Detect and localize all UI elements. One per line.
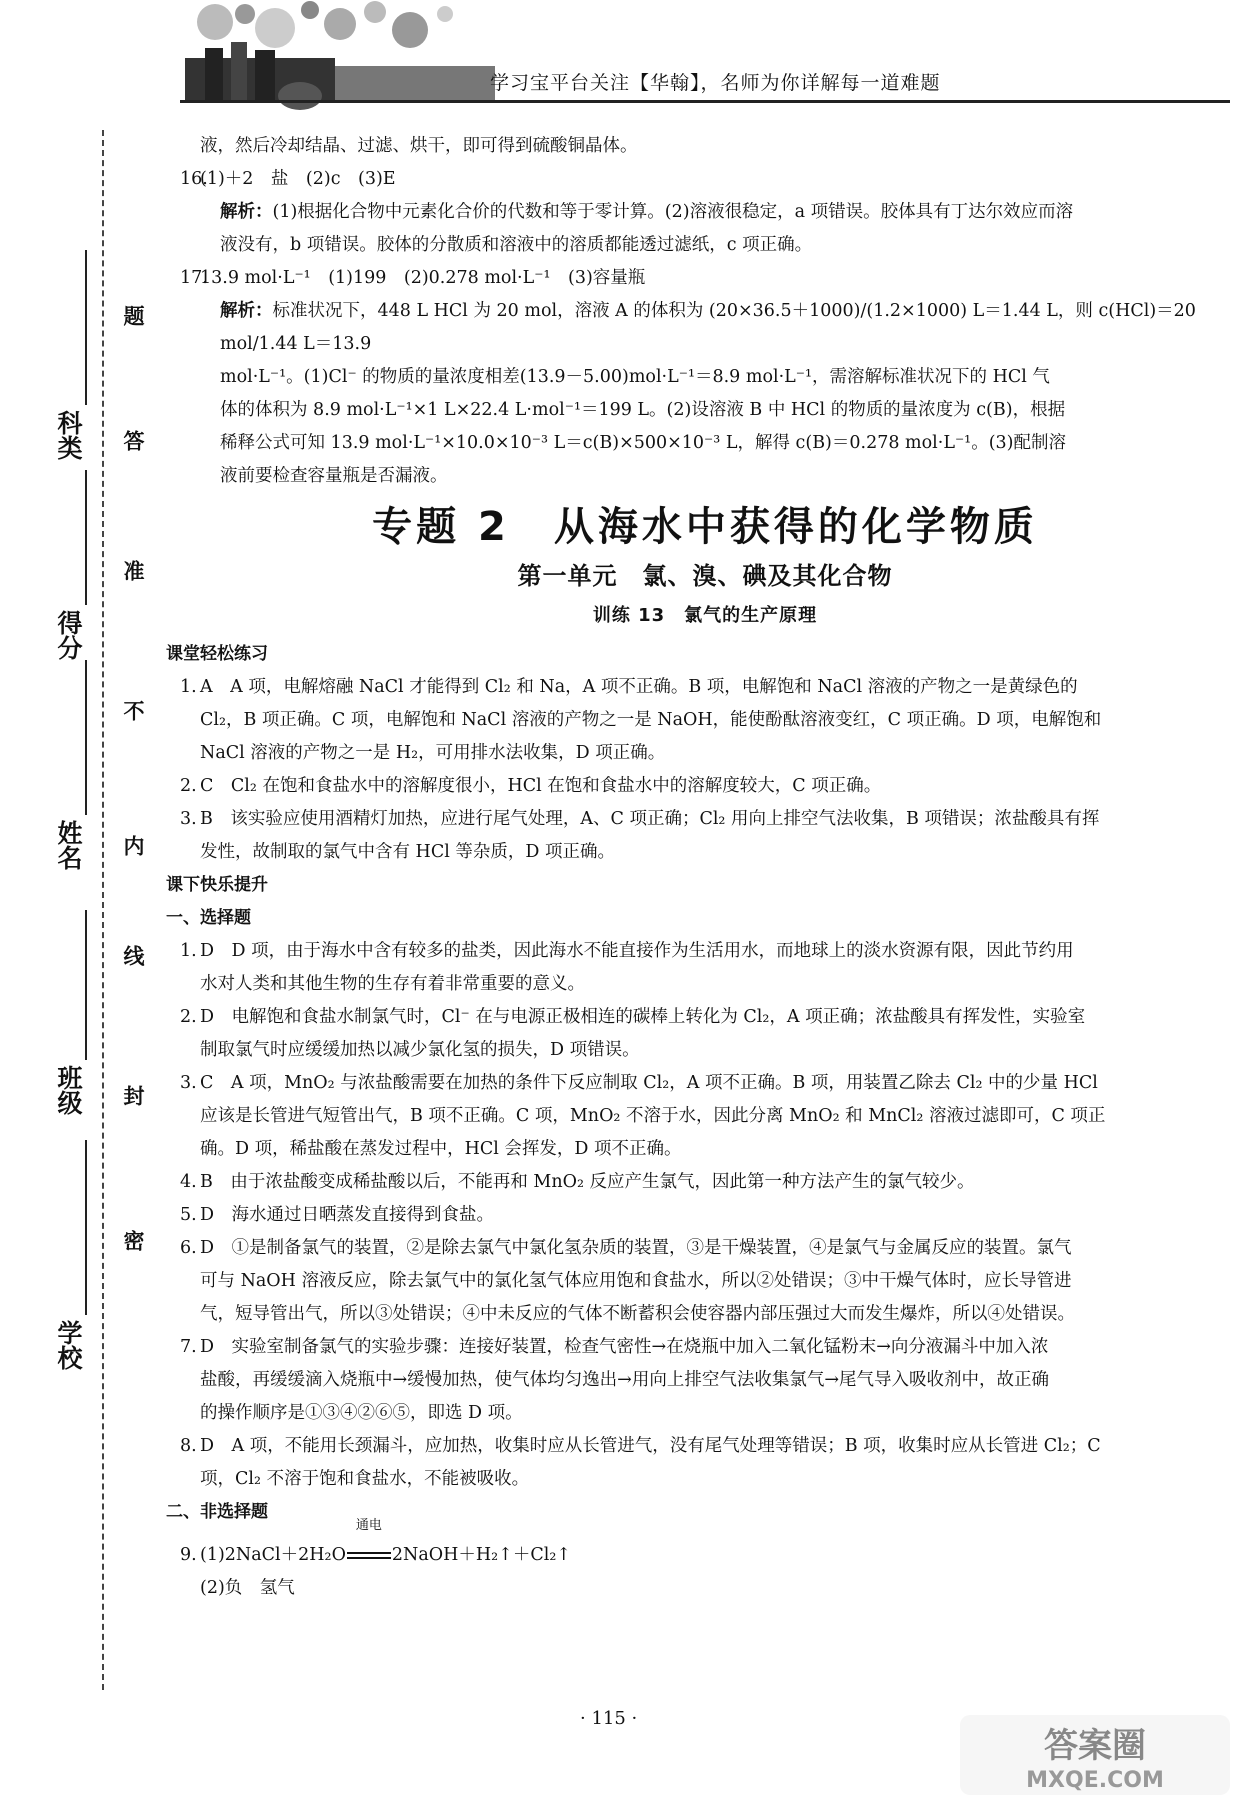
class-line — [85, 910, 87, 1060]
seal-char-mi: 密 — [121, 1230, 145, 1251]
seal-char-feng: 封 — [121, 1085, 145, 1106]
item-number: 2. — [180, 776, 197, 796]
analysis-text: 标准状况下，448 L HCl 为 20 mol，溶液 A 的体积为 (20×36.5＋1000)/(1.2×1000) L＝1.44 L，则 c(HCl)＝20 mol/1.44 L＝13.9 — [220, 301, 1196, 354]
school-line — [85, 1140, 87, 1315]
reaction-condition: 通电 — [355, 1518, 382, 1533]
choice-list — [180, 935, 1230, 1496]
item-text: 项，Cl₂ 不溶于饱和食盐水，不能被吸收。 — [200, 1469, 530, 1489]
item-number: 7. — [180, 1337, 197, 1357]
item-number: 2. — [180, 1007, 197, 1027]
item-text: 的操作顺序是①③④②⑥⑤，即选 D 项。 — [200, 1403, 523, 1423]
item-answer: (1)＋2 盐 (2)c (3)E — [200, 169, 396, 189]
seal-char-ti: 题 — [121, 305, 145, 326]
binding-margin — [0, 130, 160, 1690]
item-text: B 由于浓盐酸变成稀盐酸以后，不能再和 MnO₂ 反应产生氯气，因此第一种方法产生的氯气较少。 — [200, 1172, 975, 1192]
item-text: C Cl₂ 在饱和食盐水中的溶解度很小，HCl 在饱和食盐水中的溶解度较大，C 项正确。 — [200, 776, 882, 796]
header-slogan: 学习宝平台关注【华翰】，名师为你详解每一道难题 — [490, 72, 941, 94]
answer-item — [180, 671, 1230, 770]
answer-item — [180, 1331, 1230, 1430]
analysis-text: 稀释公式可知 13.9 mol·L⁻¹×10.0×10⁻³ L＝c(B)×500×10⁻³ L，解得 c(B)＝0.278 mol·L⁻¹。(3)配制溶 — [220, 433, 1066, 453]
section-heading-classroom: 课堂轻松练习 — [166, 644, 268, 664]
item-text: D 海水通过日晒蒸发直接得到食盐。 — [200, 1205, 495, 1225]
analysis-label: 解析： — [220, 202, 273, 222]
answer-item — [180, 1430, 1230, 1496]
equation — [200, 1518, 1230, 1572]
watermark-logo — [960, 1715, 1230, 1795]
name-label: 姓名 — [54, 820, 83, 870]
analysis-text: mol·L⁻¹。(1)Cl⁻ 的物质的量浓度相差(13.9－5.00)mol·L⁻¹＝8.9 mol·L⁻¹，需溶解标准状况下的 HCl 气 — [220, 367, 1050, 387]
item-text: NaCl 溶液的产物之一是 H₂，可用排水法收集，D 项正确。 — [200, 743, 666, 763]
answer-item-17 — [180, 262, 1230, 493]
item-text: 盐酸，再缓缓滴入烧瓶中→缓慢加热，使气体均匀逸出→用向上排空气法收集氯气→尾气导入吸收剂中，故正确 — [200, 1370, 1049, 1390]
item-number: 3. — [180, 809, 197, 829]
item-text: C A 项，MnO₂ 与浓盐酸需要在加热的条件下反应制取 Cl₂，A 项不正确。B 项，用装置乙除去 Cl₂ 中的少量 HCl — [200, 1073, 1098, 1093]
item-answer: 13.9 mol·L⁻¹ (1)199 (2)0.278 mol·L⁻¹ (3)容量瓶 — [200, 268, 646, 288]
item-number: 16. — [180, 169, 208, 189]
section-heading-nonchoice: 二、非选择题 — [166, 1502, 268, 1522]
item-text: 水对人类和其他生物的生存有着非常重要的意义。 — [200, 974, 585, 994]
class-label: 班级 — [54, 1065, 83, 1115]
item-text: 制取氯气时应缓缓加热以减少氯化氢的损失，D 项错误。 — [200, 1040, 640, 1060]
answer-item — [180, 1001, 1230, 1067]
answer-content — [166, 130, 1230, 1605]
item-number: 17. — [180, 268, 208, 288]
seal-char-zhun: 准 — [121, 560, 145, 581]
analysis-text: 液没有，b 项错误。胶体的分散质和溶液中的溶质都能透过滤纸，c 项正确。 — [220, 235, 813, 255]
item-text: 发性，故制取的氯气中含有 HCl 等杂质，D 项正确。 — [200, 842, 615, 862]
page-header — [0, 0, 1246, 120]
subject-line — [85, 250, 87, 405]
analysis-text: 体的体积为 8.9 mol·L⁻¹×1 L×22.4 L·mol⁻¹＝199 L。(2)设溶液 B 中 HCl 的物质的量浓度为 c(B)，根据 — [220, 400, 1066, 420]
answer-item — [180, 1166, 1230, 1199]
equation-reactants: (1)2NaCl＋2H₂O — [200, 1545, 346, 1565]
answer-item — [180, 770, 1230, 803]
item-text: D D 项，由于海水中含有较多的盐类，因此海水不能直接作为生活用水，而地球上的淡水资源有限，因此节约用 — [200, 941, 1074, 961]
seal-char-bu: 不 — [121, 700, 145, 721]
seal-char-da: 答 — [121, 430, 145, 451]
item-number: 1. — [180, 677, 197, 697]
reaction-arrow — [346, 1518, 392, 1572]
unit-title: 第一单元 氯、溴、碘及其化合物 — [517, 562, 893, 590]
equals-sign — [347, 1552, 391, 1559]
q15-continuation: 液，然后冷却结晶、过滤、烘干，即可得到硫酸铜晶体。 — [200, 136, 638, 156]
item-number: 3. — [180, 1073, 197, 1093]
item-text: 可与 NaOH 溶液反应，除去氯气中的氯化氢气体应用饱和食盐水，所以②处错误；③中干燥气体时，应长导管进 — [200, 1271, 1072, 1291]
analysis-label: 解析： — [220, 301, 273, 321]
subject-label: 科类 — [54, 410, 83, 460]
answer-item-9 — [180, 1518, 1230, 1605]
item-text: 应该是长管进气短管出气，B 项不正确。C 项，MnO₂ 不溶于水，因此分离 MnO₂ 和 MnCl₂ 溶液过滤即可，C 项正 — [200, 1106, 1106, 1126]
item-text: D A 项，不能用长颈漏斗，应加热，收集时应从长管进气，没有尾气处理等错误；B 项，收集时应从长管进 Cl₂；C — [200, 1436, 1101, 1456]
item-number: 1. — [180, 941, 197, 961]
answer-item — [180, 1067, 1230, 1166]
score-line — [85, 470, 87, 605]
item-text: D 实验室制备氯气的实验步骤：连接好装置，检查气密性→在烧瓶中加入二氧化锰粉末→向分液漏斗中加入浓 — [200, 1337, 1049, 1357]
item-text: D ①是制备氯气的装置，②是除去氯气中氯化氢杂质的装置，③是干燥装置，④是氯气与金属反应的装置。氯气 — [200, 1238, 1072, 1258]
item-text: (2)负 氢气 — [200, 1578, 295, 1598]
name-line — [85, 660, 87, 815]
seal-char-nei: 内 — [121, 835, 145, 856]
item-number: 9. — [180, 1545, 197, 1565]
section-heading-after-class: 课下快乐提升 — [166, 875, 268, 895]
analysis-text: 液前要检查容量瓶是否漏液。 — [220, 466, 448, 486]
item-number: 8. — [180, 1436, 197, 1456]
chapter-title: 专题 2 从海水中获得的化学物质 — [372, 504, 1038, 550]
section-heading-choice: 一、选择题 — [166, 908, 251, 928]
answer-item — [180, 803, 1230, 869]
item-number: 5. — [180, 1205, 197, 1225]
seal-char-xian: 线 — [121, 945, 145, 966]
page-number: · 115 · — [580, 1708, 638, 1729]
item-text: D 电解饱和食盐水制氯气时，Cl⁻ 在与电源正极相连的碳棒上转化为 Cl₂，A 项正确；浓盐酸具有挥发性，实验室 — [200, 1007, 1086, 1027]
item-text: A A 项，电解熔融 NaCl 才能得到 Cl₂ 和 Na，A 项不正确。B 项，电解饱和 NaCl 溶液的产物之一是黄绿色的 — [200, 677, 1078, 697]
watermark-brand: 答案圈 — [1044, 1726, 1146, 1766]
analysis-text: (1)根据化合物中元素化合价的代数和等于零计算。(2)溶液很稳定，a 项错误。胶体具有丁达尔效应而溶 — [272, 202, 1074, 222]
score-label: 得分 — [54, 610, 83, 660]
answer-item-16 — [180, 163, 1230, 262]
item-text: B 该实验应使用酒精灯加热，应进行尾气处理，A、C 项正确；Cl₂ 用向上排空气法收集，B 项错误；浓盐酸具有挥 — [200, 809, 1100, 829]
item-number: 6. — [180, 1238, 197, 1258]
classroom-list — [180, 671, 1230, 869]
answer-item — [180, 935, 1230, 1001]
watermark-url: MXQE.COM — [1026, 1768, 1164, 1793]
answer-item — [180, 1232, 1230, 1331]
seal-cut-line — [102, 130, 104, 1690]
answer-item — [180, 1199, 1230, 1232]
school-label: 学校 — [54, 1320, 83, 1370]
item-text: 气，短导管出气，所以③处错误；④中未反应的气体不断蓄积会使容器内部压强过大而发生爆炸，所以④处错误。 — [200, 1304, 1075, 1324]
item-text: 确。D 项，稀盐酸在蒸发过程中，HCl 会挥发，D 项不正确。 — [200, 1139, 682, 1159]
training-title: 训练 13 氯气的生产原理 — [592, 605, 818, 626]
item-number: 4. — [180, 1172, 197, 1192]
item-text: Cl₂，B 项正确。C 项，电解饱和 NaCl 溶液的产物之一是 NaOH，能使酚酞溶液变红，C 项正确。D 项，电解饱和 — [200, 710, 1102, 730]
watermark-logo-image — [960, 1715, 1230, 1795]
equation-products: 2NaOH＋H₂↑＋Cl₂↑ — [391, 1545, 572, 1565]
